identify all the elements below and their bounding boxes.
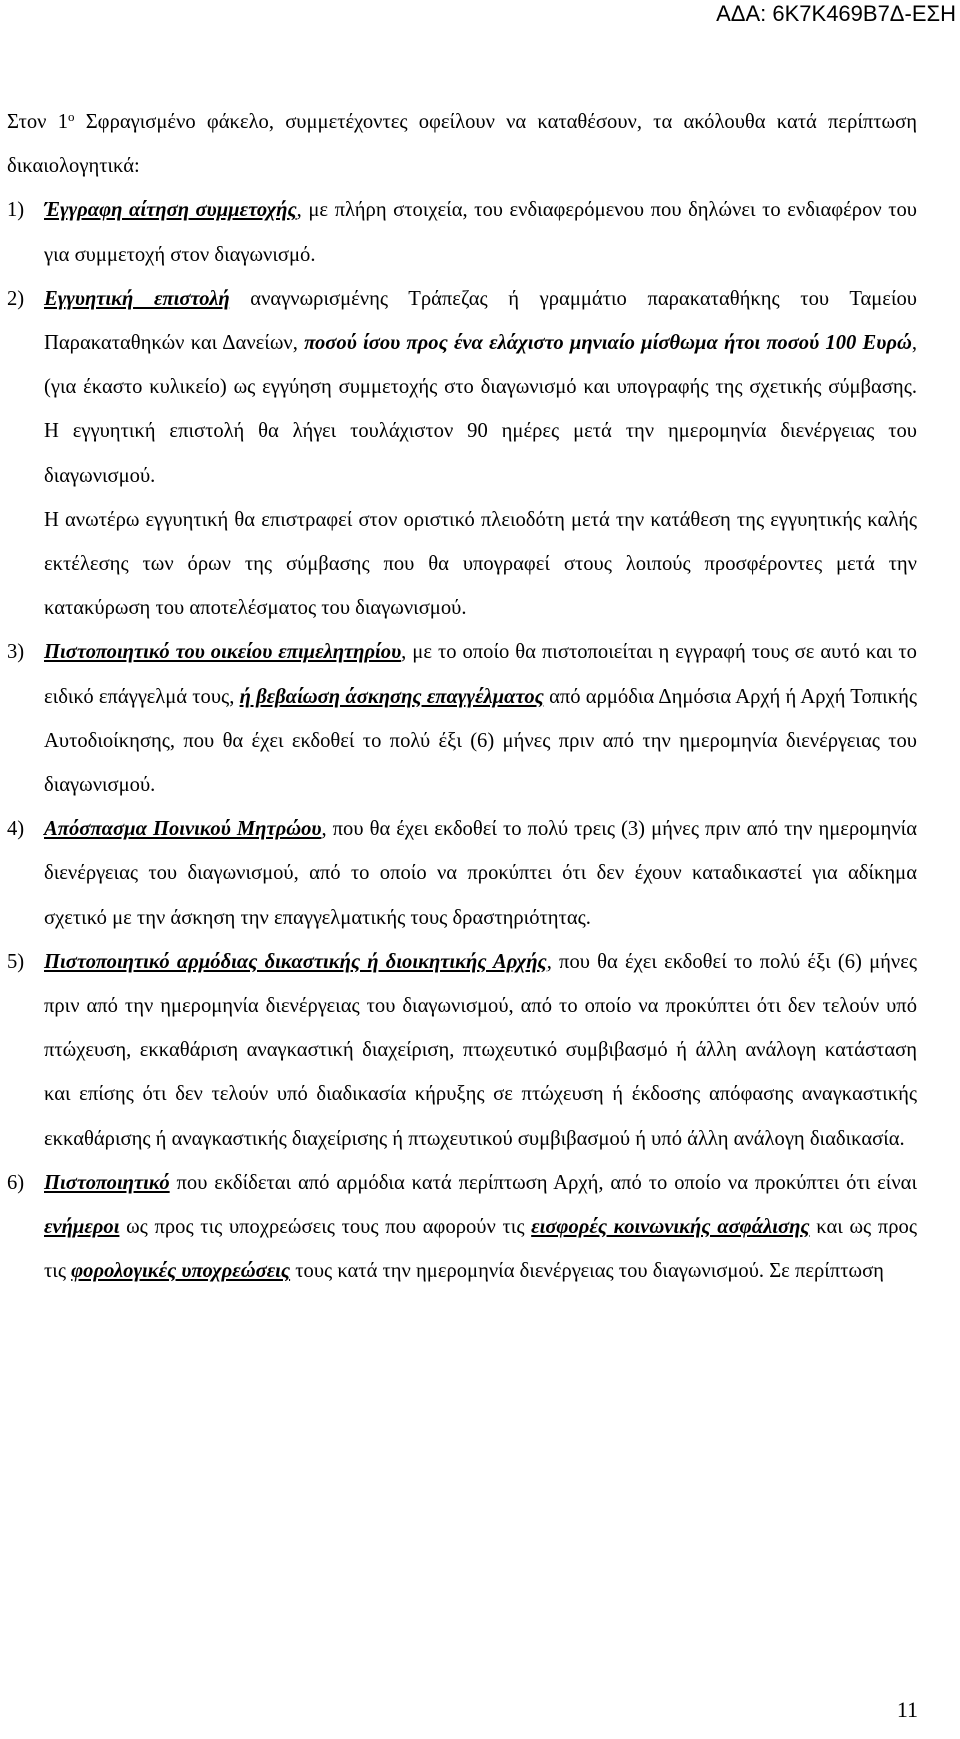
page-number: 11 xyxy=(896,1697,918,1722)
list-item-number: 6) xyxy=(7,1171,25,1194)
item-6-tax-obligations: φορολογικές υποχρεώσεις xyxy=(71,1260,291,1283)
list-item-2 xyxy=(7,277,917,631)
item-2-text-b: ,(για έκαστο κυλικείο) ως εγγύηση συμμετοχής στο διαγωνισμό και υπογραφής της σχετικής σύμβασης. Η εγγυητική επιστολή θα λήγει τουλάχιστον 90 ημέρες μετά την ημερομηνία διενέργειας του διαγωνισμού. xyxy=(44,332,917,487)
item-6-up-to-date: ενήμεροι xyxy=(44,1216,120,1239)
list-item-number: 1) xyxy=(7,199,25,222)
intro-superscript: ο xyxy=(68,109,75,124)
item-2-amount: ποσού ίσου προς ένα ελάχιστο μηνιαίο μίσθωμα ήτοι ποσού 100 Ευρώ xyxy=(304,332,912,355)
list-item-number: 2) xyxy=(7,287,25,310)
item-3-alternative: ή βεβαίωση άσκησης επαγγέλματος xyxy=(239,685,544,708)
list-item-6 xyxy=(7,1161,917,1294)
intro-text-post: Σφραγισμένο φάκελο, συμμετέχοντες οφείλουν να καταθέσουν, τα ακόλουθα κατά περίπτωση δικαιολογητικά: xyxy=(7,111,917,178)
intro-paragraph xyxy=(7,100,917,188)
item-6-title: Πιστοποιητικό xyxy=(44,1171,170,1194)
list-item-3 xyxy=(7,630,917,807)
list-item-5 xyxy=(7,940,917,1161)
list-item-number: 3) xyxy=(7,641,25,664)
list-item-number: 5) xyxy=(7,950,25,973)
list-item-1 xyxy=(7,188,917,276)
item-4-title: Απόσπασμα Ποινικού Μητρώου xyxy=(44,818,322,841)
document-code: ΑΔΑ: 6Κ7Κ469Β7Δ-ΕΣΗ xyxy=(716,1,956,26)
item-6-text-d: τους κατά την ημερομηνία διενέργειας του διαγωνισμού. Σε περίπτωση xyxy=(290,1260,884,1283)
item-2-title: Εγγυητική επιστολή xyxy=(44,287,230,310)
item-4-text: , που θα έχει εκδοθεί το πολύ τρεις (3) μήνες πριν από την ημερομηνία διενέργειας του διαγωνισμού, από το οποίο να προκύπτει ότι δεν έχουν καταδικαστεί για αδίκημα σχετικό με την άσκηση την επαγγελματικής τους δραστηριότητας. xyxy=(44,818,917,929)
item-6-text-a: που εκδίδεται από αρμόδια κατά περίπτωση Αρχή, από το οποίο να προκύπτει ότι είναι xyxy=(169,1171,917,1194)
item-3-title: Πιστοποιητικό του οικείου επιμελητηρίου xyxy=(44,641,402,664)
intro-text-pre: Στον 1 xyxy=(7,111,68,133)
item-6-text-c: και ως προς τις xyxy=(44,1216,917,1283)
item-2-text-a: αναγνωρισμένης Τράπεζας ή γραμμάτιο παρακαταθήκης του Ταμείου Παρακαταθηκών και Δανείων, xyxy=(44,287,917,355)
item-5-text: , που θα έχει εκδοθεί το πολύ έξι (6) μήνες πριν από την ημερομηνία διενέργειας του διαγωνισμού, από το οποίο να προκύπτει ότι δεν τελούν υπό πτώχευση, εκκαθάριση αναγκαστική διαχείριση, πτωχευτικό συμβιβασμό ή άλλη ανάλογη κατάσταση και επίσης ότι δεν τελούν υπό διαδικασία κήρυξης σε πτώχευση ή έκδοσης απόφασης αναγκαστικής εκκαθάρισης ή αναγκαστικής διαχείρισης ή πτωχευτικού συμβιβασμού ή υπό άλλη ανάλογη διαδικασία. xyxy=(44,950,917,1150)
list-item-4 xyxy=(7,807,917,940)
document-body xyxy=(7,100,917,1293)
item-2-paragraph-2: Η ανωτέρω εγγυητική θα επιστραφεί στον οριστικό πλειοδότη μετά την κατάθεση της εγγυητικής καλής εκτέλεσης των όρων της σύμβασης που θα υπογραφεί στους λοιπούς προσφέροντες μετά την κατακύρωση του αποτελέσματος του διαγωνισμού. xyxy=(44,508,917,620)
item-3-text-b: από αρμόδια Δημόσια Αρχή ή Αρχή Τοπικής Αυτοδιοίκησης, που θα έχει εκδοθεί το πολύ έξι (6) μήνες πριν από την ημερομηνία διενέργειας του διαγωνισμού. xyxy=(44,685,917,797)
item-6-text-b: ως προς τις υποχρεώσεις τους που αφορούν τις xyxy=(119,1216,532,1239)
item-6-social-security: εισφορές κοινωνικής ασφάλισης xyxy=(531,1216,810,1239)
item-1-title: Έγγραφη αίτηση συμμετοχής xyxy=(44,199,297,222)
item-3-text-a: , με το οποίο θα πιστοποιείται η εγγραφή τους σε αυτό και το ειδικό επάγγελμά τους, xyxy=(44,641,917,708)
list-item-number: 4) xyxy=(7,818,25,841)
item-5-title: Πιστοποιητικό αρμόδιας δικαστικής ή διοικητικής Αρχής xyxy=(44,950,547,973)
item-1-text: , με πλήρη στοιχεία, του ενδιαφερόμενου που δηλώνει το ενδιαφέρον του για συμμετοχή στον διαγωνισμό. xyxy=(44,199,917,266)
